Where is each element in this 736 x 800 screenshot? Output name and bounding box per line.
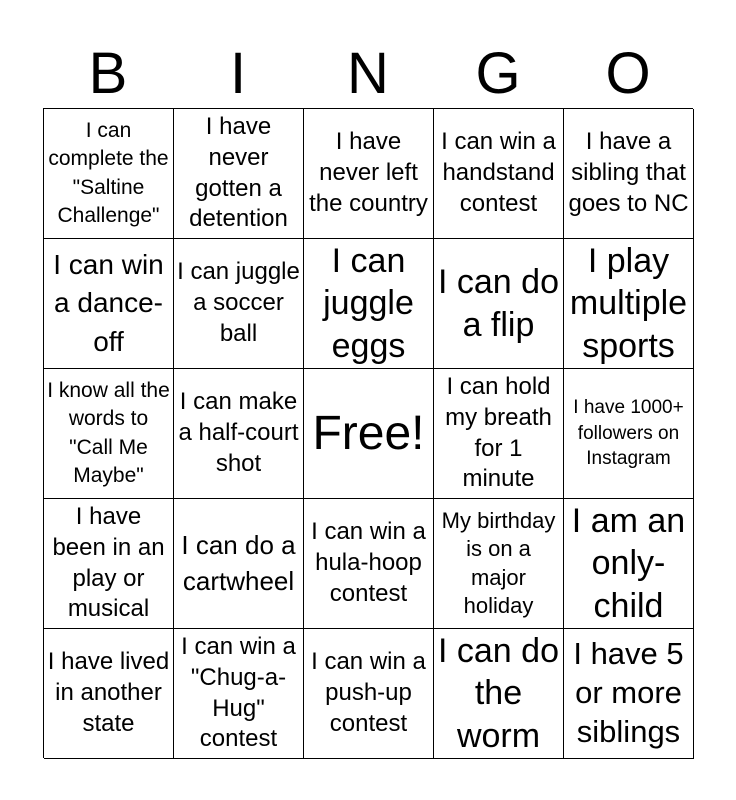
bingo-cell[interactable] <box>434 109 564 239</box>
bingo-cell[interactable] <box>304 499 434 629</box>
cell-text: I can do a cartwheel <box>181 529 296 596</box>
cell-text: I can juggle a soccer ball <box>177 258 300 347</box>
cell-text: I know all the words to "Call Me Maybe" <box>47 378 170 487</box>
bingo-cell[interactable] <box>434 369 564 499</box>
cell-text: I can hold my breath for 1 minute <box>445 373 552 493</box>
header-letter-b: B <box>88 41 128 106</box>
bingo-cell[interactable] <box>304 629 434 759</box>
cell-text: I can make a half-court shot <box>178 388 299 477</box>
cell-text: I can win a hula-hoop contest <box>311 518 426 607</box>
bingo-header <box>43 40 693 108</box>
cell-text: I have a sibling that goes to NC <box>568 128 689 217</box>
header-letter-g: G <box>475 41 521 106</box>
header-letter-o: O <box>605 41 651 106</box>
cell-text: I can juggle eggs <box>323 241 414 365</box>
bingo-cell[interactable] <box>564 239 694 369</box>
bingo-cell[interactable] <box>434 629 564 759</box>
cell-text: I have been in an play or musical <box>52 503 165 623</box>
cell-text: I have 1000+ followers on Instagram <box>573 397 684 470</box>
cell-text: I play multiple sports <box>569 241 688 365</box>
cell-text: I can win a handstand contest <box>441 128 556 217</box>
bingo-grid <box>43 108 693 758</box>
cell-text: I have never left the country <box>309 128 428 217</box>
bingo-cell[interactable] <box>44 499 174 629</box>
bingo-cell[interactable] <box>44 369 174 499</box>
bingo-cell[interactable] <box>174 629 304 759</box>
bingo-cell[interactable] <box>434 239 564 369</box>
cell-text: I have 5 or more siblings <box>573 636 684 749</box>
bingo-cell[interactable] <box>44 109 174 239</box>
bingo-cell[interactable] <box>44 239 174 369</box>
cell-text: My birthday is on a major holiday <box>441 508 556 618</box>
bingo-cell[interactable] <box>44 629 174 759</box>
cell-text: I can win a dance-off <box>53 248 164 357</box>
cell-text: I can win a "Chug-a-Hug" contest <box>181 633 296 753</box>
header-letter-n: N <box>347 41 389 106</box>
bingo-cell[interactable] <box>564 109 694 239</box>
free-space[interactable] <box>304 369 434 499</box>
cell-text: I have lived in another state <box>47 648 170 737</box>
bingo-cell[interactable] <box>434 499 564 629</box>
cell-text: Free! <box>312 406 425 460</box>
bingo-cell[interactable] <box>304 239 434 369</box>
bingo-cell[interactable] <box>564 369 694 499</box>
bingo-cell[interactable] <box>564 499 694 629</box>
header-letter-i: I <box>229 41 247 106</box>
bingo-cell[interactable] <box>174 109 304 239</box>
cell-text: I can complete the "Saltine Challenge" <box>48 118 169 227</box>
cell-text: I have never gotten a detention <box>189 113 288 233</box>
cell-text: I can win a push-up contest <box>311 648 426 737</box>
bingo-cell[interactable] <box>564 629 694 759</box>
cell-text: I can do the worm <box>438 631 559 755</box>
bingo-cell[interactable] <box>174 499 304 629</box>
bingo-cell[interactable] <box>174 369 304 499</box>
bingo-cell[interactable] <box>174 239 304 369</box>
bingo-cell[interactable] <box>304 109 434 239</box>
cell-text: I am an only-child <box>571 501 686 625</box>
cell-text: I can do a flip <box>438 263 559 344</box>
